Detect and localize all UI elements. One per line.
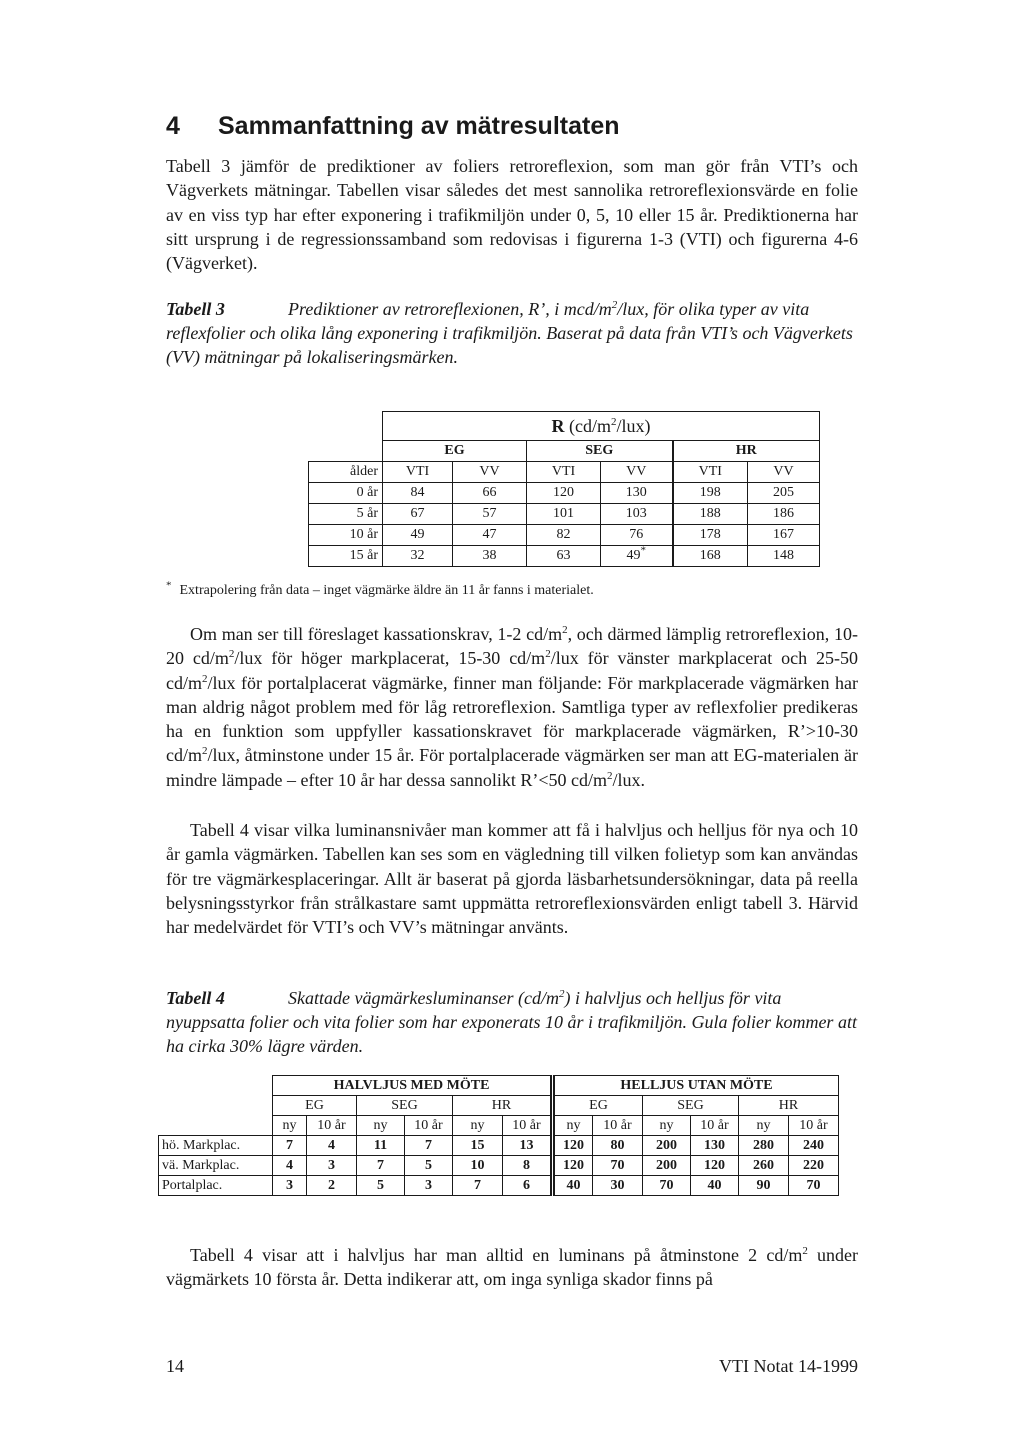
table3-r-header: R $(cd/m^2/lux)$ — [383, 412, 820, 441]
section-number: 4 — [166, 112, 180, 140]
table3-subheader: VV — [601, 462, 673, 483]
paragraph-3: Tabell 4 visar vilka luminansnivåer man kommer att få i halvljus och helljus för nya och 10 år gamla vägmärken. Tabellen kan ses som en vägledning till vilken folietyp som kan användas för tre vägmärkesplaceringar. Allt är baserat på gjorda läsbarhetsundersökningar, data på reella belysningsstyrkor från strålkastare samt uppmätta retroreflexionsvärden enligt tabell 3. Härvid har medelvärdet för VTI’s och VV’s mätningar använts. — [166, 820, 858, 938]
table3-age-header: ålder — [309, 462, 383, 483]
extrapolation-asterisk: * — [640, 544, 646, 557]
table-row: 10 år 49 47 82 76 178 167 — [309, 525, 820, 546]
intro-paragraph: Tabell 3 jämför de prediktioner av foliers retroreflexion, som man gör från VTI’s och Vägverkets mätningar. Tabellen visar således det mest sannolika retroreflexionsvärde en folie av en viss typ har efter exponering i trafikmiljön under 0, 5, 10 eller 15 år. Prediktionerna har sitt ursprung i de regressionssamband som redovisas i figurerna 1-3 (VTI) och figurerna 4-6 (Vägverket). — [166, 156, 858, 274]
table3-subheader: VTI — [383, 462, 453, 483]
table-row: 15 år 32 38 63 49* 168 148 — [309, 546, 820, 567]
table3-caption-label: Tabell 3 — [166, 299, 225, 319]
publication-id: VTI Notat 14-1999 — [719, 1356, 858, 1376]
table-4: HALVLJUS MED MÖTE HELLJUS UTAN MÖTE EG SEG HR EG SEG HR ny 10 år ny 10 år ny 10 år ny 10 år ny 10 år ny 10 år hö. Markplac. 7 4 11 7 15 13 120 80 200 130 280 240 vä. Markplac. 4 3 7 5 10 8 120 70 200 120 260 220 Portalplac. 3 2 5 3 7 6 40 30 70 40 90 70 — [158, 1075, 839, 1196]
section-title: Sammanfattning av mätresultaten — [218, 112, 620, 140]
table-row: 0 år 84 66 120 130 198 205 — [309, 483, 820, 504]
table3-subheader: VV — [748, 462, 820, 483]
table3-group-seg: SEG — [527, 441, 673, 462]
table-row: hö. Markplac. 7 4 11 7 15 13 120 80 200 130 280 240 — [159, 1136, 839, 1156]
paragraph-2: Om man ser till föreslaget kassationskrav, 1-2 $cd/m^2$, och därmed lämplig retroreflexion, 10-20 $cd/m^2$/lux för höger markplacerat, 15-30 $cd/m^2$/lux för vänster markplacerat och 25-50 $cd/m^2$/lux för portalplacerat vägmärke, finner man följande: För markplacerade vägmärken har man aldrig något problem med för låg retroreflexion. Samtliga typer av reflexfolier predikeras ha en funktion som uppfyller kassationskravet för markplacerade vägmärken, R’>10-30 $cd/m^2$/lux, åtminstone under 15 år. För portalplacerade vägmärken ser man att EG-materialen är mindre lämpade – efter 10 år har dessa sannolikt R’<50 $cd/m^2$/lux. — [166, 624, 858, 790]
table-row: 5 år 67 57 101 103 188 186 — [309, 504, 820, 525]
table3-caption: Tabell 3 Prediktioner av retroreflexionen, R’, i mcd/$m^2$/lux, för olika typer av vita reflexfolier och olika lång exponering i trafikmiljön. Baserat på data från VTI’s och Vägverkets (VV) mätningar på lokaliseringsmärken. — [166, 299, 853, 367]
table3-group-eg: EG — [383, 441, 527, 462]
section-heading — [166, 112, 620, 141]
table3-group-hr: HR — [673, 441, 820, 462]
paragraph-4: Tabell 4 visar att i halvljus har man alltid en luminans på åtminstone 2 $cd/m^2$ under vägmärkets 10 första år. Detta indikerar att, om inga synliga skador finns på — [166, 1245, 859, 1290]
table-row: vä. Markplac. 4 3 7 5 10 8 120 70 200 120 260 220 — [159, 1156, 839, 1176]
footnote: * Extrapolering från data – inget vägmärke äldre än 11 år fanns i materialet. — [166, 579, 594, 598]
table3-subheader: VV — [453, 462, 527, 483]
table-row: Portalplac. 3 2 5 3 7 6 40 30 70 40 90 70 — [159, 1176, 839, 1196]
table-3 — [308, 411, 820, 567]
page-number: 14 — [166, 1356, 184, 1376]
table4-caption-label: Tabell 4 — [166, 988, 225, 1008]
table3-subheader: VTI — [673, 462, 748, 483]
table3-subheader: VTI — [527, 462, 601, 483]
table4-group-halvljus: HALVLJUS MED MÖTE — [273, 1076, 553, 1096]
table4-group-helljus: HELLJUS UTAN MÖTE — [553, 1076, 839, 1096]
table4-caption: Tabell 4 Skattade vägmärkesluminanser $(cd/m^2)$ i halvljus och helljus för vita nyuppsatta folier och vita folier som har exponerats 10 år i trafikmiljön. Gula folier kommer att ha cirka 30% lägre värden. — [166, 988, 857, 1056]
